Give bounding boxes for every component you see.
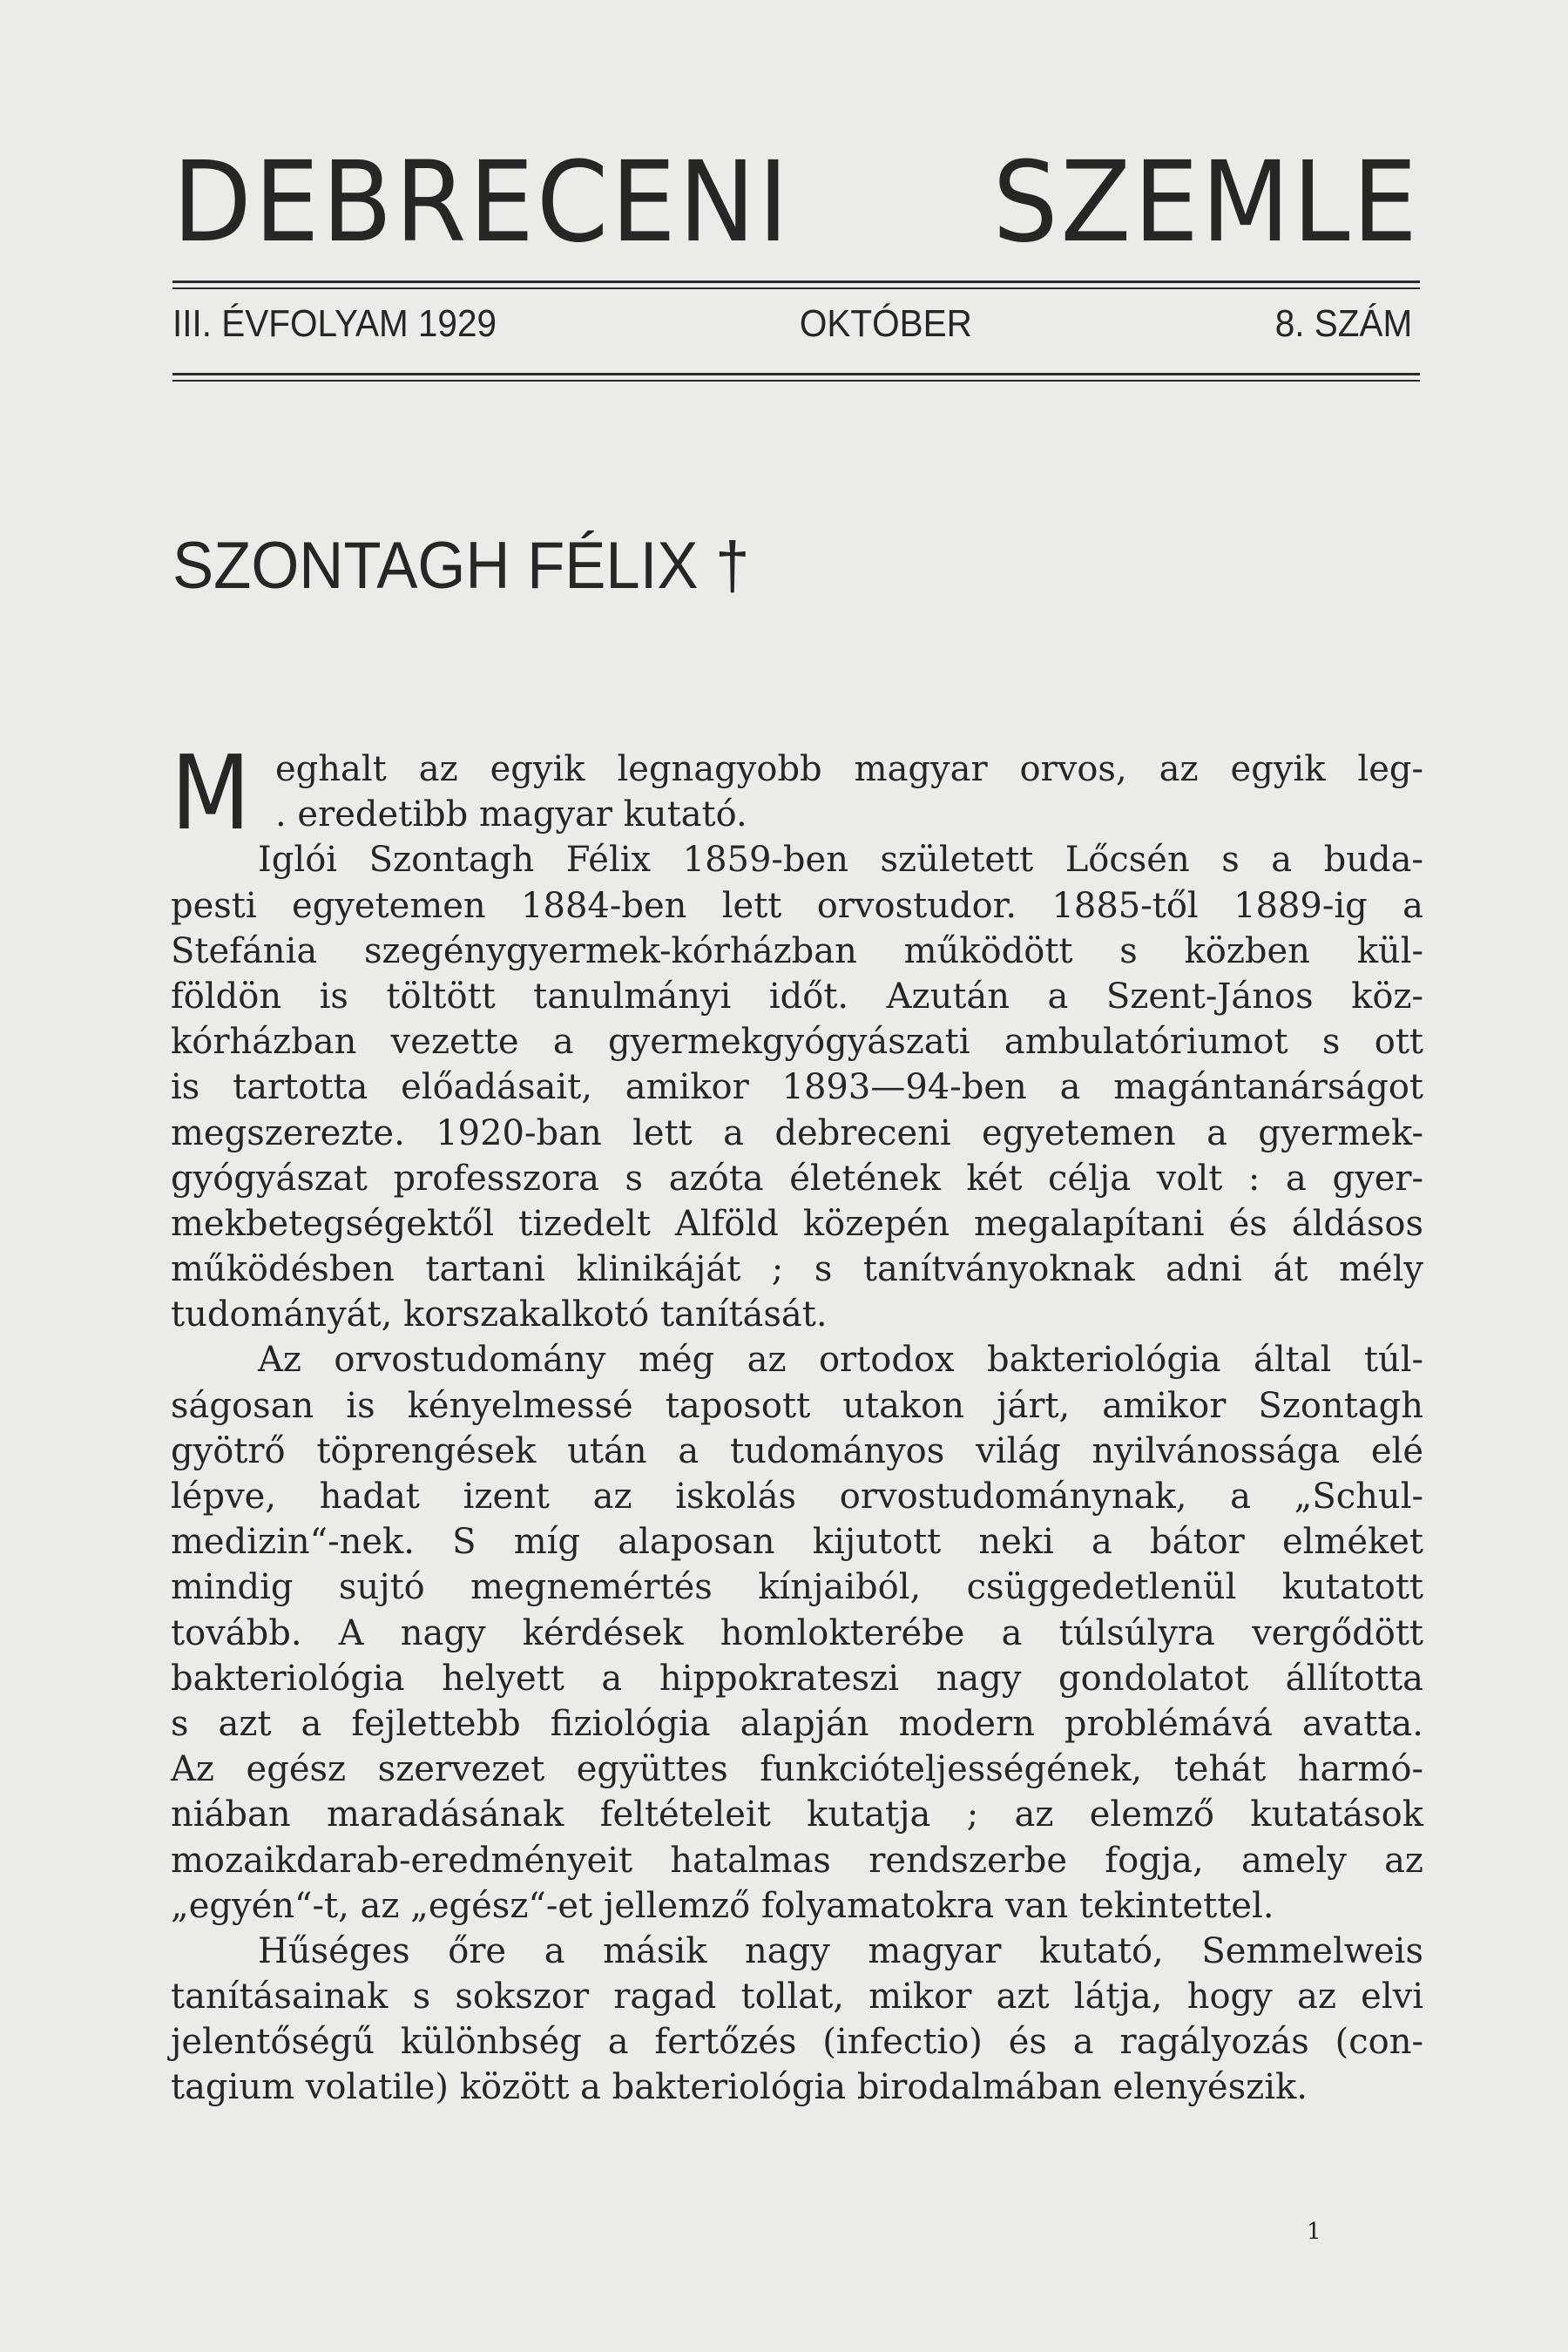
- text-line: mekbetegségektől tizedelt Alföld közepén megalapítani és áldásos: [171, 1203, 1423, 1244]
- text-line: tanításainak s sokszor ragad tollat, mikor azt látja, hogy az elvi: [171, 1977, 1423, 2017]
- text-line: „egyén“-t, az „egész“-et jellemző folyamatokra van tekintettel.: [171, 1885, 1274, 1926]
- text-line: ságosan is kényelmessé taposott utakon járt, amikor Szontagh: [171, 1385, 1423, 1426]
- article-title: SZONTAGH FÉLIX †: [172, 529, 750, 603]
- text-line: lépve, hadat izent az iskolás orvostudománynak, a „Schul-: [171, 1477, 1423, 1517]
- text-line: gyötrő töprengések után a tudományos világ nyilvánossága elé: [171, 1430, 1423, 1471]
- text-line: mindig sujtó megnemértés kínjaiból, csüggedetlenül kutatott: [171, 1567, 1423, 1608]
- volume-label: III. ÉVFOLYAM 1929: [172, 302, 497, 345]
- month-label: OKTÓBER: [799, 302, 972, 345]
- text-line: földön is töltött tanulmányi időt. Azután a Szent-János köz-: [171, 976, 1423, 1017]
- text-line: . eredetibb magyar kutató.: [275, 794, 747, 835]
- text-line: is tartotta előadásait, amikor 1893—94-ben a magántanárságot: [171, 1067, 1423, 1108]
- article-body: [171, 733, 1423, 2111]
- drop-cap: M: [171, 733, 251, 853]
- text-line: tudományát, korszakalkotó tanítását.: [171, 1294, 828, 1335]
- text-line: működésben tartani klinikáját ; s tanítványoknak adni át mély: [171, 1249, 1423, 1290]
- text-line: niában maradásának feltételeit kutatja ; az elemző kutatások: [171, 1794, 1423, 1835]
- text-line: jelentőségű különbség a fertőzés (infectio) és a ragályozás (con-: [171, 2022, 1423, 2063]
- text-line: mozaikdarab-eredményeit hatalmas rendszerbe fogja, amely az: [171, 1840, 1423, 1881]
- text-line: tagium volatile) között a bakteriológia birodalmában elenyészik.: [171, 2067, 1308, 2108]
- text-line: Az orvostudomány még az ortodox bakteriológia által túl-: [258, 1340, 1423, 1381]
- text-line: megszerezte. 1920-ban lett a debreceni egyetemen a gyermek-: [171, 1112, 1423, 1153]
- text-line: Hűséges őre a másik nagy magyar kutató, Semmelweis: [258, 1930, 1423, 1971]
- text-line: Az egész szervezet együttes funkcióteljességének, tehát harmó-: [171, 1749, 1423, 1790]
- text-line: Iglói Szontagh Félix 1859-ben született Lőcsén s a buda-: [258, 840, 1423, 881]
- text-line: kórházban vezette a gyermekgyógyászati ambulatóriumot s ott: [171, 1022, 1423, 1063]
- issue-number: 8. SZÁM: [1274, 302, 1413, 345]
- journal-title: DEBRECENI SZEMLE: [172, 137, 1420, 267]
- page-number: 1: [1307, 2219, 1321, 2245]
- text-line: tovább. A nagy kérdések homlokterébe a túlsúlyra vergődött: [171, 1612, 1423, 1653]
- text-line: Stefánia szegénygyermek-kórházban működött s közben kül-: [171, 930, 1423, 971]
- text-line: eghalt az egyik legnagyobb magyar orvos, az egyik leg-: [275, 749, 1423, 789]
- masthead-rule-top: [172, 280, 1420, 289]
- text-line: pesti egyetemen 1884-ben lett orvostudor. 1885-től 1889-ig a: [171, 885, 1423, 926]
- text-line: s azt a fejlettebb fiziológia alapján modern problémává avatta.: [171, 1703, 1423, 1744]
- text-line: gyógyászat professzora s azóta életének két célja volt : a gyer-: [171, 1158, 1423, 1199]
- masthead-rule-bottom: [172, 373, 1420, 382]
- text-line: medizin“-nek. S míg alaposan kijutott neki a bátor elméket: [171, 1522, 1423, 1563]
- text-line: bakteriológia helyett a hippokrateszi nagy gondolatot állította: [171, 1658, 1423, 1699]
- issue-line: [172, 302, 1413, 345]
